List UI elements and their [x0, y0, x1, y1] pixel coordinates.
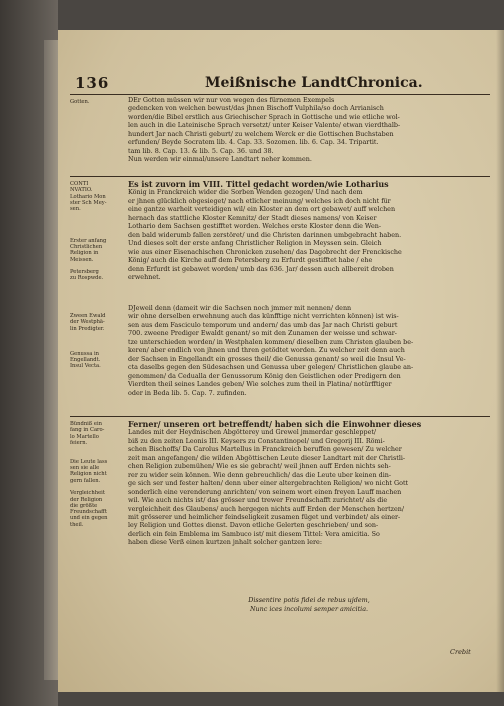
margin-note-line: die größte	[70, 502, 98, 509]
running-title: Meißnische LandtChronica.	[205, 75, 423, 91]
text-line: derlich ein fein Emblema im Sambuco ist/ mit diesem Tittel: Vera amicitia. So	[128, 529, 380, 538]
margin-note-line: Engellandt.	[70, 357, 101, 364]
text-line: cta daselbs gegen den Südesachsen und Genussa uber gelegen/ Christlichen glaube an-	[128, 363, 414, 372]
text-line: hernach das stattliche Kloster Kemnitz/ der Stadt dieses namens/ von Keiser	[128, 213, 377, 222]
margin-note-line: Erster anfang	[70, 237, 107, 244]
margin-note-line: Gotten.	[70, 99, 90, 105]
margin-note-line: Freundschafft	[70, 509, 107, 516]
header-rule	[70, 94, 490, 95]
text-line: Landes mit der Heydnischen Abgötterey und Grewel jmmerdar geschleppet/	[128, 428, 377, 437]
text-line: tze unterschieden worden/ in Westphalen kommen/ dieselben zum Christen glauben be-	[128, 337, 414, 346]
margin-note-line: und ein gegen	[70, 515, 108, 522]
paragraph-gotten	[128, 96, 490, 164]
text-line: genommen/ da Cedualla der Genussorum König den Geistlichen oder Predigern den	[128, 371, 401, 380]
text-line: denn Erfurdt ist gebawet worden/ umb das 636. Jar/ dessen auch allbereit droben	[128, 264, 394, 273]
text-line: tam lib. 8. Cap. 13. & lib. 5. Cap. 36. und 38.	[128, 146, 274, 155]
margin-note-line: Meissen.	[70, 256, 94, 263]
text-line: mit grösserer und heimlicher feindseligkeit zusamen füget und verbindet/ als einer-	[128, 512, 401, 521]
latin-verse	[128, 596, 490, 614]
margin-note-line: Bündniß ein	[70, 421, 102, 427]
text-line: oder in Beda lib. 5. Cap. 7. zufinden.	[128, 388, 247, 397]
paragraph-ferner	[128, 420, 490, 547]
margin-note-line: zu Rospwde.	[70, 275, 104, 282]
text-line: sonderlich eine verenderung anrichten/ von seinem wort einen freyen Lauff machen	[128, 487, 402, 496]
verse-line: Dissentire potis fidei de rebus ujdem,	[248, 596, 370, 604]
margin-note-line: Religion in	[70, 250, 99, 257]
text-line: wil. Wie auch nichts ist/ das grösser und trewer Freundschafft zurichtet/ als die	[128, 496, 388, 505]
paragraph-ewald	[128, 304, 490, 397]
text-line: Lothario dem Sachsen gestifftet worden. Welches erste Kloster denn die Wen-	[128, 222, 382, 231]
page-number: 136	[75, 74, 110, 92]
margin-note-3	[70, 313, 128, 370]
section-divider-1	[70, 176, 490, 177]
catchword: Crebit	[450, 648, 471, 656]
text-line: den bald widerumb fallen zerstöret/ und die Christen darinnen umbgebracht haben.	[128, 230, 402, 239]
margin-note-line: Vergleichheit	[70, 490, 105, 497]
margin-note-line: fang in Caro-	[70, 427, 105, 434]
text-line: eine gantze warheit verteidigen wil/ ein Kloster an dem ort gebawet/ auff welchen	[128, 205, 396, 214]
margin-note-line: Petersberg	[70, 269, 99, 276]
margin-note-line: lin Predigter.	[70, 325, 105, 332]
margin-note-line: sen sie alle	[70, 465, 100, 472]
text-line: sen aus dem Fasciculo temporum und andern/ das umb das Jar nach Christi geburt	[128, 320, 398, 329]
text-line: Und dieses solt der erste anfang Christlicher Religion in Meyssen sein. Gleich	[128, 239, 382, 248]
text-line: Vierdten theil seines Landes geben/ Wie solches zum theil in Platina/ notürfftiger	[128, 380, 392, 389]
section-heading: Ferner/ unseren ort betreffendt/ haben sich die Einwohner dieses	[128, 419, 422, 429]
margin-note-line: Lothario Mon	[70, 193, 106, 200]
text-line: zeit man angefangen/ die wilden Abgöttischen Leute dieser Landtart mit der Christli-	[128, 453, 406, 462]
text-line: rer zu wider sein können. Wie denn gebreuchlich/ das die Leute uber keinen din-	[128, 470, 392, 479]
text-line: schen Bischoffs/ Da Carolus Martellus in Franckreich beruffen gewesen/ Zu welcher	[128, 445, 402, 454]
margin-note-line: Die Leute lass	[70, 458, 108, 465]
margin-note-line: Genussa in	[70, 350, 99, 357]
text-line: König/ auch die Kirche auff dem Petersberg zu Erfurdt gestifftet habe / ehe	[128, 256, 373, 265]
margin-note-1	[70, 99, 128, 105]
margin-note-line: feiern.	[70, 439, 88, 446]
margin-note-4	[70, 421, 128, 528]
margin-note-line: theil.	[70, 521, 84, 528]
text-line: len auch in die Lateinische Sprach versetzt/ unter Keiser Valente/ etwan vierdthalb-	[128, 121, 401, 130]
text-line: gedencken von welchen bewust/das jhnen Bischoff Vulphila/so doch Arrianisch	[128, 104, 384, 113]
text-line: wie aus einer Eisenachischen Chronicken zusehen/ das Dagobrecht der Frenckische	[128, 247, 402, 256]
text-line: Nun werden wir einmal/unsere Landtart neher kommen.	[128, 155, 312, 164]
margin-note-line: Christlichen	[70, 243, 103, 250]
text-line: 700. zweene Prediger Ewaldt genant/ so mit den Zunamen der weisse und schwar-	[128, 329, 397, 338]
text-line: keren/ aber endlich von jhnen und thren getödtet worden. Zu welcher zeit denn auch	[128, 346, 405, 355]
text-line: DEr Gotten müssen wir nur von wegen des fürnemen Exempels	[128, 96, 335, 104]
page-header	[75, 74, 495, 94]
text-line: der Sachsen in Engellandt ein grosses theil/ die Genussa genant/ so weil die Insul Ve-	[128, 354, 406, 363]
margin-note-line: ster Sch Mey-	[70, 199, 107, 206]
text-line: DJeweil denn (dameit wir die Sachsen noch jmmer mit nennen/ denn	[128, 304, 352, 312]
section-heading: Es ist zuvorn im VIII. Tittel gedacht worden/wie Lotharius	[128, 179, 389, 189]
margin-note-line: der Westphä-	[70, 319, 105, 326]
text-line: erfunden/ Beyde Socratem lib. 4. Cap. 33. Sozomen. lib. 6. Cap. 34. Tripartit.	[128, 138, 379, 147]
margin-note-line: NVATIO.	[70, 187, 93, 194]
margin-note-line: Religion nicht	[70, 471, 107, 478]
page-edge-stack	[44, 40, 58, 680]
text-line: ge sich ser und fester halten/ denn uber einer altergebrachten Religion/ wo nicht Gott	[128, 479, 409, 488]
margin-note-line: Insul Vecta.	[70, 363, 101, 370]
text-line: vergleichheit des Glaubens/ auch hergegen nichts auff Erden der Menschen hertzen/	[128, 504, 405, 513]
page-shadow	[496, 30, 504, 692]
text-line: erwehnet.	[128, 272, 161, 281]
text-line: chen Religion zubemühen/ Wie es sie gebracht/ weil jhnen auff Erden nichts seh-	[128, 462, 391, 471]
margin-note-line: der Religion	[70, 496, 103, 503]
margin-note-line: sen.	[70, 206, 81, 213]
text-line: er jhnen glücklich obgesieget/ nach etlicher meinung/ welches ich doch nicht für	[128, 196, 391, 205]
text-line: wir ohne derselben erwehnung auch das künfftige nicht verrichten können) ist wis-	[128, 312, 399, 321]
verse-line: Nunc ices incolumi semper amicitia.	[249, 605, 369, 613]
text-line: ley Religion und Gottes dienst. Davon etliche Gelerten geschrieben/ und son-	[128, 521, 379, 530]
margin-note-line: gern fallen.	[70, 477, 101, 484]
margin-note-2	[70, 181, 128, 282]
section-divider-2	[70, 416, 490, 417]
text-line: haben diese Verß einen kurtzen jnhalt solcher gantzen lere:	[128, 538, 322, 547]
margin-note-line: Zween Ewald	[70, 313, 106, 319]
text-line: König in Franckreich wider die Sorben Wenden gezogen/ Und nach dem	[128, 188, 363, 197]
paragraph-continuatio	[128, 180, 490, 281]
text-line: worden/die Bibel erstlich aus Griechischer Sprach in Gottische und wie etliche wol-	[128, 112, 400, 121]
margin-note-line: CONTI	[70, 181, 89, 187]
text-line: biß zu den zeiten Leonis III. Keysers zu Constantinopel/ und Gregorij III. Römi-	[128, 436, 385, 445]
margin-note-line: lo Martello	[70, 433, 99, 440]
text-line: hundert Jar nach Christi geburt/ zu welchem Werck er die Gottischen Buchstaben	[128, 129, 394, 138]
